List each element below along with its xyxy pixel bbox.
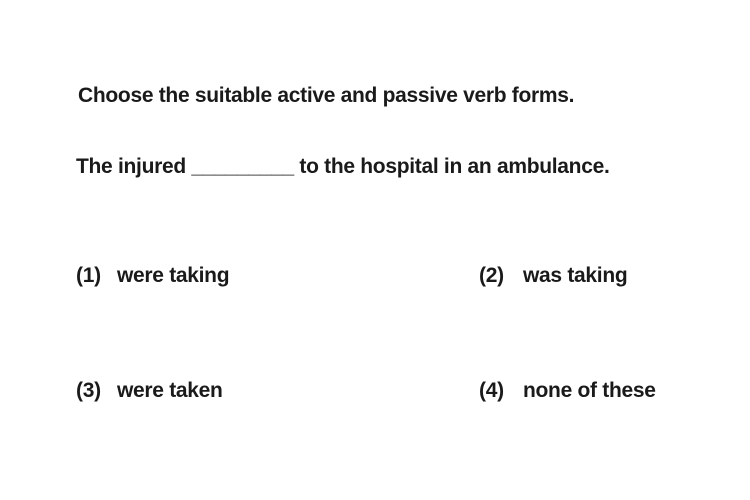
option-text: none of these [523, 379, 656, 402]
sentence-start: The injured [76, 155, 192, 178]
option-1[interactable] [76, 264, 230, 287]
option-number: (3) [76, 379, 101, 402]
answer-blank: _________ [191, 155, 294, 178]
question-instruction: Choose the suitable active and passive verb forms. [78, 84, 575, 107]
sentence-end: to the hospital in an ambulance. [293, 155, 610, 178]
option-number: (2) [479, 264, 504, 287]
option-text: were taking [117, 264, 230, 287]
option-number: (1) [76, 264, 101, 287]
option-number: (4) [479, 379, 504, 402]
option-text: was taking [523, 264, 628, 287]
option-3[interactable] [76, 379, 223, 402]
option-2[interactable] [479, 264, 628, 287]
option-4[interactable] [479, 379, 656, 402]
option-text: were taken [117, 379, 223, 402]
question-sentence [76, 156, 610, 177]
